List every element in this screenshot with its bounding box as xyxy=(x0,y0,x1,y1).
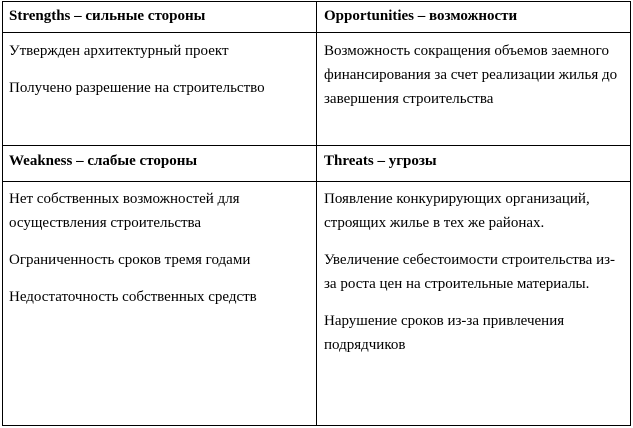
threats-title: Threats – угрозы xyxy=(324,153,437,169)
opportunities-title: Opportunities – возможности xyxy=(324,8,518,24)
swot-table xyxy=(2,1,631,426)
threats-list xyxy=(317,187,631,357)
strengths-item: Утвержден архитектурный проект xyxy=(9,43,229,59)
weakness-item: Недостаточность собственных средств xyxy=(9,289,257,305)
weakness-item: Ограниченность сроков тремя годами xyxy=(9,252,251,268)
threats-item: Увеличение себестоимости строительства из-за роста цен на строительные материалы. xyxy=(324,252,616,292)
strengths-list xyxy=(2,39,316,100)
threats-item: Появление конкурирующих организаций, строящих жилье в тех же районах. xyxy=(324,191,590,231)
strengths-title: Strengths – сильные стороны xyxy=(9,8,206,24)
weakness-list xyxy=(2,187,316,309)
opportunities-list xyxy=(317,39,631,111)
strengths-item: Получено разрешение на строительство xyxy=(9,80,265,96)
threats-item: Нарушение сроков из-за привлечения подрядчиков xyxy=(324,313,565,353)
weakness-title: Weakness – слабые стороны xyxy=(9,153,198,169)
row-divider-strengths-header xyxy=(2,32,631,33)
opportunities-item: Возможность сокращения объемов заемного финансирования за счет реализации жилья до завершения строительства xyxy=(324,43,618,107)
row-divider-weakness-header xyxy=(2,181,631,182)
weakness-item: Нет собственных возможностей для осуществления строительства xyxy=(9,191,240,231)
